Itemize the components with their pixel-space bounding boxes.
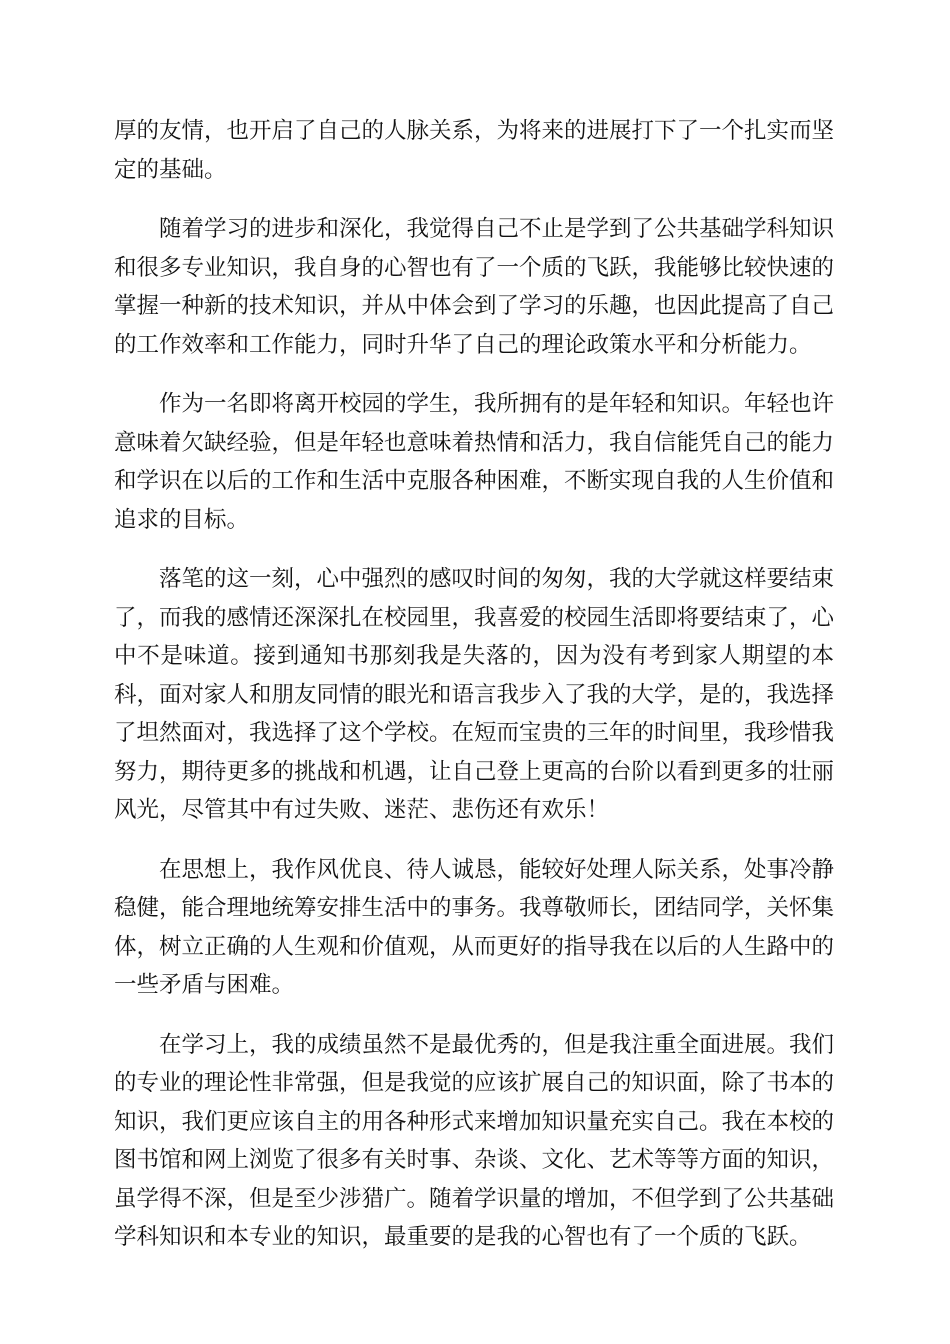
paragraph-2: 随着学习的进步和深化，我觉得自己不止是学到了公共基础学科知识和很多专业知识，我自身的心智也有了一个质的飞跃，我能够比较快速的掌握一种新的技术知识，并从中体会到了学习的乐趣，也因此提高了自己的工作效率和工作能力，同时升华了自己的理论政策水平和分析能力。: [114, 216, 835, 358]
paragraph-3: 作为一名即将离开校园的学生，我所拥有的是年轻和知识。年轻也许意味着欠缺经验，但是年轻也意味着热情和活力，我自信能凭自己的能力和学识在以后的工作和生活中克服各种困难，不断实现自我的人生价值和追求的目标。: [114, 391, 835, 533]
paragraph-6: 在学习上，我的成绩虽然不是最优秀的，但是我注重全面进展。我们的专业的理论性非常强，但是我觉的应该扩展自己的知识面，除了书本的知识，我们更应该自主的用各种形式来增加知识量充实自己。我在本校的图书馆和网上浏览了很多有关时事、杂谈、文化、艺术等等方面的知识，虽学得不深，但是至少涉猎广。随着学识量的增加，不但学到了公共基础学科知识和本专业的知识，最重要的是我的心智也有了一个质的飞跃。: [114, 1031, 835, 1250]
paragraph-1: 厚的友情，也开启了自己的人脉关系，为将来的进展打下了一个扎实而坚定的基础。: [114, 118, 835, 183]
document-body: [114, 112, 834, 1278]
paragraph-4: 落笔的这一刻，心中强烈的感叹时间的匆匆，我的大学就这样要结束了，而我的感情还深深扎在校园里，我喜爱的校园生活即将要结束了，心中不是味道。接到通知书那刻我是失落的，因为没有考到家人期望的本科，面对家人和朋友同情的眼光和语言我步入了我的大学，是的，我选择了坦然面对，我选择了这个学校。在短而宝贵的三年的时间里，我珍惜我努力，期待更多的挑战和机遇，让自己登上更高的台阶以看到更多的壮丽风光，尽管其中有过失败、迷茫、悲伤还有欢乐！: [114, 566, 835, 823]
paragraph-5: 在思想上，我作风优良、待人诚恳，能较好处理人际关系，处事冷静稳健，能合理地统筹安排生活中的事务。我尊敬师长，团结同学，关怀集体，树立正确的人生观和价值观，从而更好的指导我在以后的人生路中的一些矛盾与困难。: [114, 856, 835, 998]
